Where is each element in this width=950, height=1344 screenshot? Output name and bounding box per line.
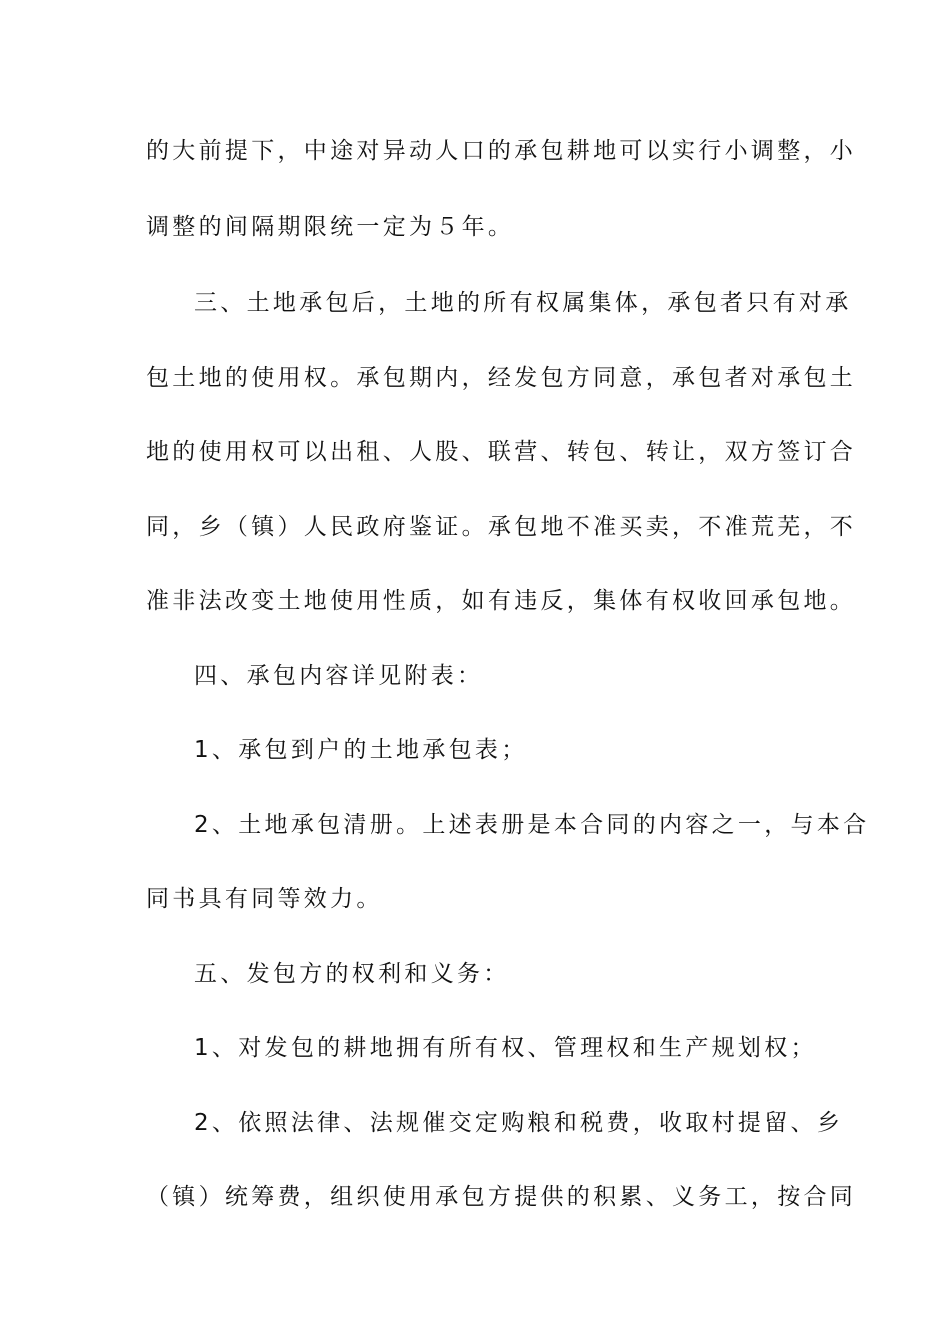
section-5-item-2-line-2: （镇）统筹费，组织使用承包方提供的积累、义务工，按合同 (146, 1184, 857, 1210)
section-4-item-1: 1、承包到户的土地承包表； (194, 737, 528, 763)
section-5-item-2-line-1: 2、依照法律、法规催交定购粮和税费，收取村提留、乡 (194, 1110, 844, 1136)
section-5-heading: 五、发包方的权利和义务： (194, 961, 510, 987)
paragraph-3-line-5: 准非法改变土地使用性质，如有违反，集体有权收回承包地。 (146, 588, 857, 614)
paragraph-3-line-4: 同，乡（镇）人民政府鉴证。承包地不准买卖，不准荒芜，不 (146, 514, 857, 540)
paragraph-3-line-3: 地的使用权可以出租、人股、联营、转包、转让，双方签订合 (146, 439, 857, 465)
section-4-item-2-line-1: 2、土地承包清册。上述表册是本合同的内容之一，与本合 (194, 812, 870, 838)
text-line-2: 调整的间隔期限统一定为５年。 (146, 214, 515, 240)
paragraph-3-line-2: 包土地的使用权。承包期内，经发包方同意，承包者对承包土 (146, 365, 857, 391)
section-4-item-2-line-2: 同书具有同等效力。 (146, 886, 383, 912)
text-line-1: 的大前提下，中途对异动人口的承包耕地可以实行小调整，小 (146, 138, 857, 164)
section-4-heading: 四、承包内容详见附表： (194, 663, 484, 689)
section-5-item-1: 1、对发包的耕地拥有所有权、管理权和生产规划权； (194, 1035, 817, 1061)
paragraph-3-line-1: 三、土地承包后，土地的所有权属集体，承包者只有对承 (194, 290, 852, 316)
